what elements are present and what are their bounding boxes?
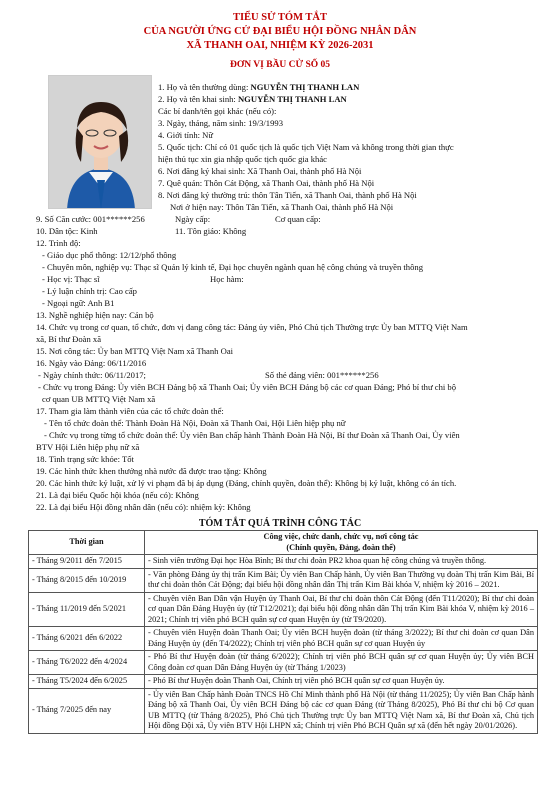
party-official-date: - Ngày chính thức: 06/11/2017;: [38, 370, 146, 380]
professional-qualification: - Chuyên môn, nghiệp vụ: Thạc sĩ Quản lý kinh tế, Đại học chuyên ngành quan hệ công chúng và truyền thông: [42, 262, 423, 272]
row-time: - Tháng 6/2021 đến 6/2022: [29, 627, 145, 651]
row-time: - Tháng 9/2011 đến 7/2015: [29, 555, 145, 569]
row-time: - Tháng T5/2024 đến 6/2025: [29, 675, 145, 689]
current-residence: Nơi ở hiện nay: Thôn Tân Tiến, xã Thanh Oai, thành phố Hà Nội: [170, 202, 394, 212]
position-cont: xã, Bí thư Đoàn xã: [36, 334, 102, 344]
political-theory: - Lý luận chính trị: Cao cấp: [42, 286, 137, 296]
work-rows: [29, 555, 538, 734]
academic-title: Học hàm:: [210, 274, 244, 284]
religion: 11. Tôn giáo: Không: [175, 226, 247, 236]
row-description: - Phó Bí thư Huyện đoàn Thanh Oai, Chính trị viên phó BCH quân sự cơ quan Huyện ủy.: [145, 675, 538, 689]
table-row: [29, 675, 538, 689]
doc-subtitle-2: XÃ THANH OAI, NHIỆM KỲ 2026-2031: [186, 40, 374, 51]
organizations-heading: 17. Tham gia làm thành viên của các tổ chức đoàn thể:: [36, 406, 224, 416]
foreign-language: - Ngoại ngữ: Anh B1: [42, 298, 115, 308]
organization-names: - Tên tổ chức đoàn thể: Thành Đoàn Hà Nội, Đoàn xã Thanh Oai, Hội Liên hiệp phụ nữ: [44, 418, 346, 428]
hometown: 7. Quê quán: Thôn Cát Động, xã Thanh Oai, thành phố Hà Nội: [158, 178, 375, 188]
electoral-unit: ĐƠN VỊ BẦU CỬ SỐ 05: [229, 60, 331, 70]
row-time: - Tháng 8/2015 đến 10/2019: [29, 568, 145, 592]
id-issue-date: Ngày cấp:: [175, 214, 211, 224]
work-history-table: [28, 530, 538, 734]
general-education: - Giáo dục phổ thông: 12/12/phổ thông: [42, 250, 177, 260]
party-position: - Chức vụ trong Đảng: Ủy viên BCH Đảng bộ xã Thanh Oai; Ủy viên BCH Đảng bộ các cơ quan Đảng; Phó bí thư chi bộ: [38, 382, 457, 392]
ethnicity: 10. Dân tộc: Kinh: [36, 226, 98, 236]
table-row: [29, 651, 538, 675]
candidate-photo: [48, 75, 152, 209]
birth-registration: 6. Nơi đăng ký khai sinh: Xã Thanh Oai, thành phố Hà Nội: [158, 166, 362, 176]
table-row: [29, 627, 538, 651]
gender: 4. Giới tính: Nữ: [158, 130, 214, 140]
work-history-title: TÓM TẮT QUÁ TRÌNH CÔNG TÁC: [198, 518, 362, 529]
nationality-cont: hiện thủ tục xin gia nhập quốc tịch quốc gia khác: [158, 154, 327, 164]
organization-positions: - Chức vụ trong từng tổ chức đoàn thể: Ủy viên Ban chấp hành Thành Đoàn Hà Nội, Bí thư Đoàn xã Thanh Oai, Ủy viên: [44, 430, 460, 440]
table-row: [29, 555, 538, 569]
organization-positions-cont: BTV Hội Liên hiệp phụ nữ xã: [36, 442, 140, 452]
col-time: Thời gian: [29, 531, 145, 555]
table-row: [29, 568, 538, 592]
discipline: 20. Các hình thức kỷ luật, xử lý vi phạm đã bị áp dụng (Đảng, chính quyền, đoàn thể): Không bị kỷ luật, không có án tích.: [36, 478, 457, 488]
row-description: - Ủy viên Ban Chấp hành Đoàn TNCS Hồ Chí Minh thành phố Hà Nội (từ tháng 11/2025); Ủy viên Ban Chấp hành Đảng bộ xã Thanh Oai, Ủy viên BCH Đảng bộ các cơ quan Đảng (từ Tháng 8/2025), Phó Bí thư chi bộ Cơ quan UB MTTQ (từ Tháng 8/2025), Phó Chủ tịch Thường trực Ủy ban MTTQ Việt Nam xã, Bí thư Đoàn xã, Chủ tịch Hội đồng Đội xã, Ủy viên BTV Hội LHPN xã; Chính trị viên Phó BCH Quân sự xã (đến hết ngày 20/01/2026).: [145, 688, 538, 733]
id-issuer: Cơ quan cấp:: [275, 214, 321, 224]
row-time: - Tháng 11/2019 đến 5/2021: [29, 592, 145, 627]
health-status: 18. Tình trạng sức khỏe: Tốt: [36, 454, 134, 464]
id-number: 9. Số Căn cước: 001******256: [36, 214, 145, 224]
common-name: 1. Họ và tên thường dùng: NGUYỄN THỊ THANH LAN: [158, 82, 360, 92]
row-time: - Tháng T6/2022 đến 4/2024: [29, 651, 145, 675]
table-row: [29, 592, 538, 627]
occupation: 13. Nghề nghiệp hiện nay: Cán bộ: [36, 310, 154, 320]
position: 14. Chức vụ trong cơ quan, tổ chức, đơn vị đang công tác: Đảng ủy viên, Phó Chủ tịch Thường trực Ủy ban MTTQ Việt Nam: [36, 322, 468, 332]
birth-date: 3. Ngày, tháng, năm sinh: 19/3/1993: [158, 118, 283, 128]
col-description: [145, 531, 538, 555]
party-join-date: 16. Ngày vào Đảng: 06/11/2016: [36, 358, 147, 368]
permanent-residence: 8. Nơi đăng ký thường trú: thôn Tân Tiến, xã Thanh Oai, thành phố Hà Nội: [158, 190, 417, 200]
party-card-number: Số thẻ đảng viên: 001******256: [265, 370, 379, 380]
national-assembly-delegate: 21. Là đại biểu Quốc hội khóa (nếu có): Không: [36, 490, 199, 500]
party-position-cont: cơ quan UB MTTQ Việt Nam xã: [42, 394, 156, 404]
workplace: 15. Nơi công tác: Ủy ban MTTQ Việt Nam xã Thanh Oai: [36, 346, 234, 356]
education-heading: 12. Trình độ:: [36, 238, 81, 248]
row-description: - Văn phòng Đảng ủy thị trấn Kim Bài; Ủy viên Ban Chấp hành, Ủy viên Ban Thường vụ đoàn Thị trấn Kim Bài, Bí thư chi đoàn thôn Cát Động; đại biểu hội đồng nhân dân Thị trấn Kim Bài khóa V, nhiệm kỳ 2016 – 2021.: [145, 568, 538, 592]
academic-degree: - Học vị: Thạc sĩ: [42, 274, 100, 284]
awards: 19. Các hình thức khen thưởng nhà nước đã được trao tặng: Không: [36, 466, 267, 476]
doc-subtitle: CỦA NGƯỜI ỨNG CỬ ĐẠI BIỂU HỘI ĐỒNG NHÂN DÂN: [143, 26, 417, 37]
table-header-row: [29, 531, 538, 555]
row-description: - Sinh viên trường Đại học Hòa Bình; Bí thư chi đoàn PR2 khoa quan hệ công chúng và truyền thông.: [145, 555, 538, 569]
col-description-line1: Công việc, chức danh, chức vụ, nơi công tác: [263, 532, 419, 541]
birth-name: 2. Họ và tên khai sinh: NGUYỄN THỊ THANH LAN: [158, 94, 347, 104]
aliases: Các bí danh/tên gọi khác (nếu có):: [158, 106, 277, 116]
nationality: 5. Quốc tịch: Chỉ có 01 quốc tịch là quốc tịch Việt Nam và không trong thời gian thực: [158, 142, 454, 152]
col-description-line2: (Chính quyền, Đảng, đoàn thể): [286, 542, 396, 552]
row-description: - Chuyên viên Huyện đoàn Thanh Oai; Ủy viên BCH huyện đoàn (từ tháng 3/2022); Bí thư chi đoàn cơ quan Dân Đảng Huyện ủy (đến T4/2022); Chính trị viên phó BCH quân sự cơ quan Huyện ủy: [145, 627, 538, 651]
portrait-image: [49, 76, 152, 209]
table-row: [29, 688, 538, 733]
row-description: - Chuyên viên Ban Dân vận Huyện ủy Thanh Oai, Bí thư chi đoàn thôn Cát Động (đến T11/2020); Bí thư chi đoàn cơ quan Dân Đảng Huyện ủy (từ T12/2021); đại biểu hội đồng nhân dân Thị trấn Kim Bài khóa V, nhiệm kỳ 2016 – 2021; Chính trị viên phó BCH quân sự cơ quan Huyện ủy (từ T9/2020).: [145, 592, 538, 627]
council-delegate: 22. Là đại biểu Hội đồng nhân dân (nếu có): nhiệm kỳ: Không: [36, 502, 251, 512]
doc-title: TIỂU SỬ TÓM TẮT: [232, 12, 328, 23]
row-time: - Tháng 7/2025 đến nay: [29, 688, 145, 733]
row-description: - Phó Bí thư Huyện đoàn (từ tháng 6/2022); Chính trị viên phó BCH quân sự cơ quan Huyện ủy; Ủy viên BCH Công đoàn cơ quan Dân Đảng Huyện ủy (từ Tháng 1/2023): [145, 651, 538, 675]
